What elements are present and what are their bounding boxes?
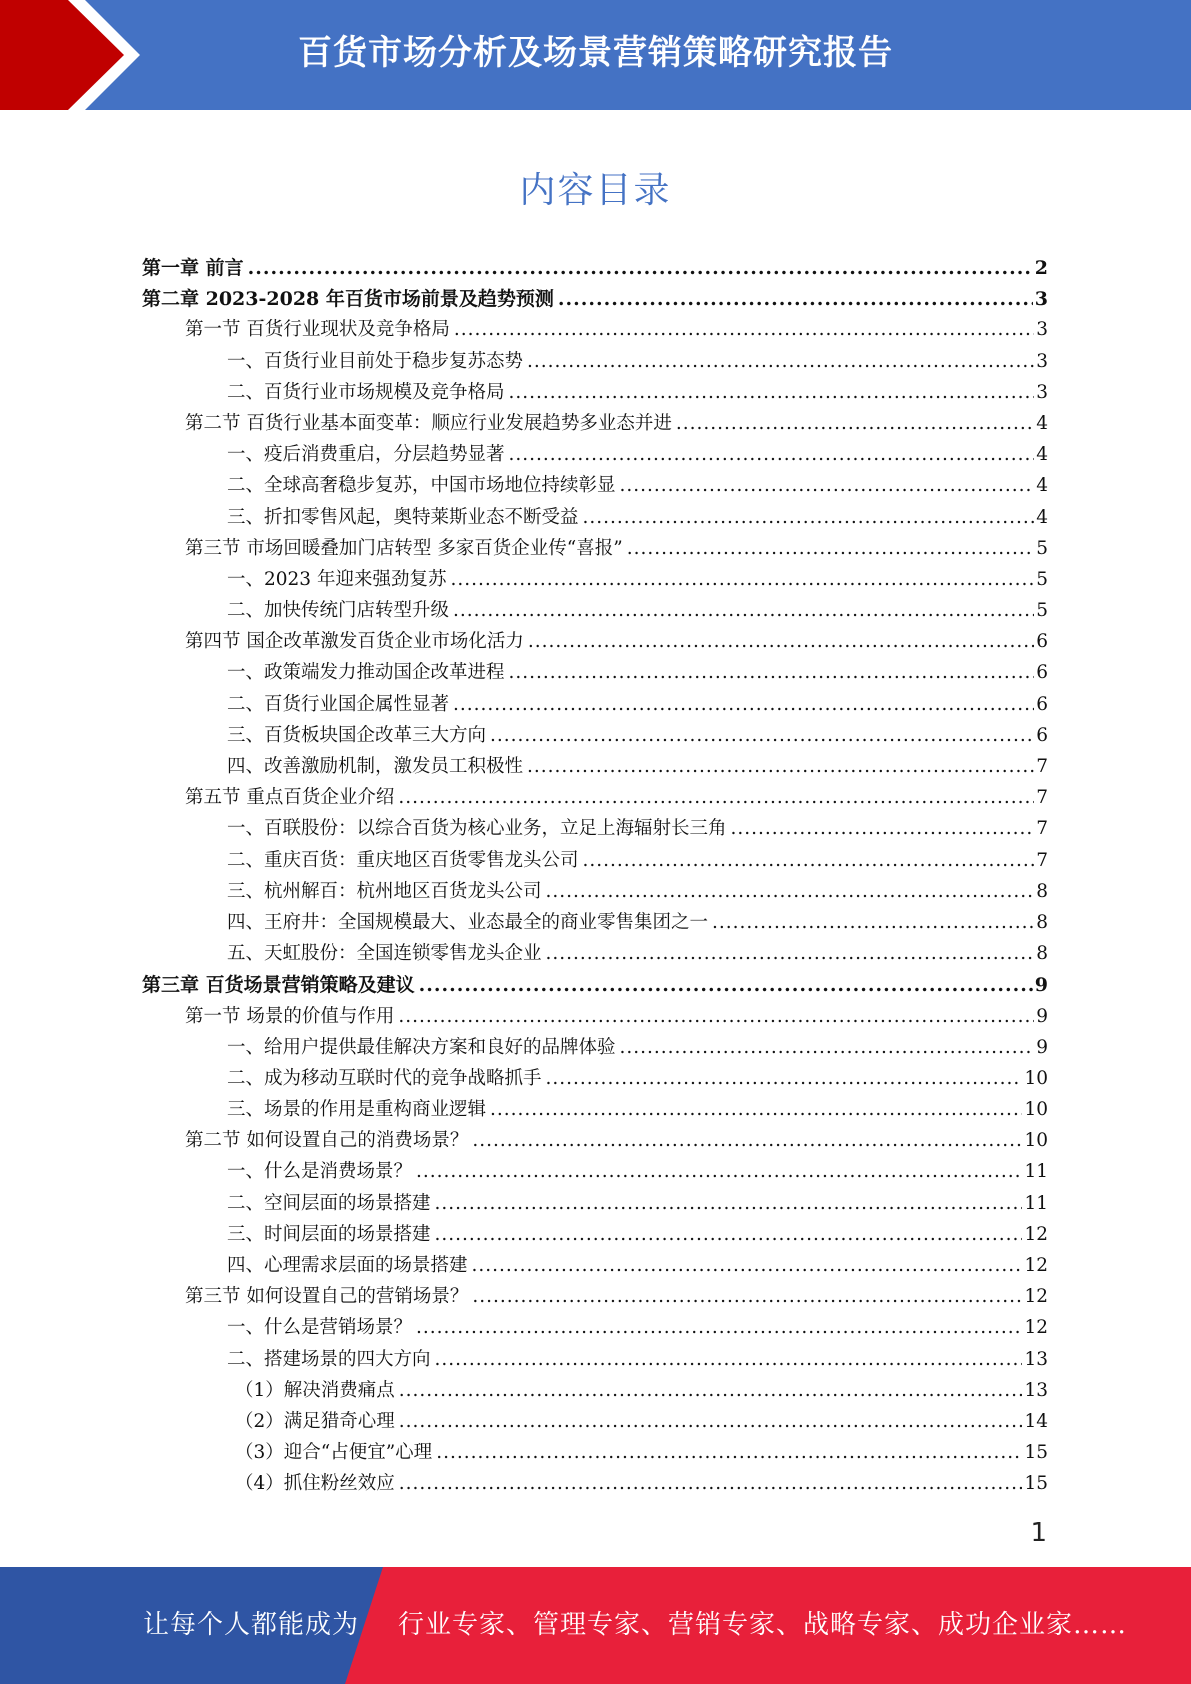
toc-entry-title: 第二章 2023-2028 年百货市场前景及趋势预测 [142,288,554,311]
toc-entry-title: 三、百货板块国企改革三大方向 [227,724,487,746]
toc-entry-page: 15 [1024,1473,1048,1495]
toc-entry[interactable] [142,1251,1048,1282]
toc-entry[interactable] [142,1313,1048,1344]
toc-dot-leader [546,1068,1023,1089]
toc-entry[interactable] [142,534,1048,565]
toc-entry-page: 13 [1024,1379,1048,1401]
toc-entry-title: （4）抓住粉丝效应 [235,1473,395,1495]
toc-dot-leader [546,943,1035,964]
toc-entry-page: 3 [1036,350,1048,372]
toc-entry-page: 2 [1034,257,1048,279]
toc-entry-page: 3 [1036,381,1048,403]
toc-entry-title: 一、百联股份：以综合百货为核心业务，立足上海辐射长三角 [227,818,727,840]
toc-entry[interactable] [142,1220,1048,1251]
toc-entry[interactable] [142,347,1048,378]
toc-dot-leader [435,1193,1023,1214]
toc-entry-title: 二、搭建场景的四大方向 [227,1348,431,1370]
toc-entry[interactable] [142,939,1048,970]
toc-entry-page: 7 [1036,818,1048,840]
toc-dot-leader [450,569,1034,590]
toc-heading: 内容目录 [519,170,672,211]
toc-entry[interactable] [142,1033,1048,1064]
toc-dot-leader [435,1349,1023,1370]
footer-slogan-right: 行业专家、管理专家、营销专家、战略专家、成功企业家…… [398,1610,1128,1640]
toc-dot-leader [399,1380,1023,1401]
toc-entry-page: 4 [1036,475,1048,497]
toc-entry[interactable] [142,471,1048,502]
toc-entry-title: 一、什么是营销场景？ [227,1317,413,1339]
toc-dot-leader [490,1099,1022,1120]
toc-entry-page: 5 [1036,537,1048,559]
toc-entry-page: 8 [1036,911,1048,933]
report-header [0,0,1191,110]
toc-entry-page: 10 [1024,1130,1048,1152]
toc-entry-title: 二、空间层面的场景搭建 [227,1192,431,1214]
toc-dot-leader [627,538,1035,559]
toc-entry[interactable] [142,877,1048,908]
toc-entry-page: 12 [1024,1317,1048,1339]
toc-entry-title: 一、什么是消费场景？ [227,1161,413,1183]
toc-entry[interactable] [142,846,1048,877]
toc-entry[interactable] [142,1095,1048,1126]
toc-entry[interactable] [142,565,1048,596]
toc-entry[interactable] [142,1282,1048,1313]
toc-dot-leader [509,662,1035,683]
toc-entry[interactable] [142,908,1048,939]
toc-entry[interactable] [142,503,1048,534]
toc-entry-page: 4 [1036,412,1048,434]
toc-entry-title: 二、成为移动互联时代的竞争战略抓手 [227,1067,542,1089]
toc-entry[interactable] [142,1438,1048,1469]
footer-slogan-left: 让每个人都能成为 [143,1610,360,1640]
toc-entry-title: 一、政策端发力推动国企改革进程 [227,662,505,684]
toc-entry-page: 9 [1036,1036,1048,1058]
toc-entry-page: 6 [1036,631,1048,653]
toc-entry-title: 一、百货行业目前处于稳步复苏态势 [227,350,524,372]
toc-dot-leader [419,974,1033,996]
toc-entry-page: 8 [1036,880,1048,902]
toc-entry-title: 第一章 前言 [142,257,244,279]
toc-entry-title: 四、王府井：全国规模最大、业态最全的商业零售集团之一 [227,911,709,933]
toc-entry[interactable] [142,783,1048,814]
page-number: 1 [1030,1518,1047,1548]
toc-entry-title: 第三节 市场回暖叠加门店转型 多家百货企业传“喜报” [185,537,623,559]
toc-dot-leader [398,1006,1034,1027]
toc-entry-title: （2）满足猎奇心理 [235,1410,395,1432]
toc-entry-page: 6 [1036,662,1048,684]
toc-entry[interactable] [142,690,1048,721]
footer-banner [0,1567,1191,1684]
toc-dot-leader [435,1224,1023,1245]
toc-entry[interactable] [142,409,1048,440]
toc-entry[interactable] [142,378,1048,409]
toc-entry-title: 三、杭州解百：杭州地区百货龙头公司 [227,880,542,902]
toc-entry-title: 三、时间层面的场景搭建 [227,1223,431,1245]
toc-entry[interactable] [142,1376,1048,1407]
toc-entry[interactable] [142,814,1048,845]
toc-dot-leader [620,1037,1035,1058]
toc-entry[interactable] [142,1002,1048,1033]
toc-entry[interactable] [142,1189,1048,1220]
toc-entry-page: 7 [1036,849,1048,871]
toc-dot-leader [528,631,1034,652]
toc-entry[interactable] [142,1407,1048,1438]
toc-entry-title: 一、疫后消费重启，分层趋势显著 [227,444,505,466]
toc-entry[interactable] [142,658,1048,689]
toc-entry-title: 第三节 如何设置自己的营销场景？ [185,1286,469,1308]
toc-entry-title: 一、2023 年迎来强劲复苏 [227,568,447,590]
toc-entry-page: 4 [1036,506,1048,528]
toc-entry-title: 四、心理需求层面的场景搭建 [227,1255,468,1276]
toc-entry-title: 二、重庆百货：重庆地区百货零售龙头公司 [227,849,579,871]
toc-entry-page: 7 [1036,787,1048,809]
toc-entry-page: 14 [1024,1410,1048,1432]
table-of-contents [142,253,1048,1501]
toc-entry-page: 12 [1024,1286,1048,1308]
toc-entry-title: 第二节 百货行业基本面变革：顺应行业发展趋势多业态并进 [185,412,672,434]
toc-entry-page: 8 [1036,943,1048,965]
toc-entry-page: 6 [1036,724,1048,746]
toc-dot-leader [712,912,1034,933]
toc-entry-title: 五、天虹股份：全国连锁零售龙头企业 [227,943,542,965]
toc-dot-leader [620,475,1035,496]
toc-entry-page: 12 [1024,1223,1048,1245]
toc-entry-title: 二、加快传统门店转型升级 [227,600,450,622]
toc-entry-page: 5 [1036,568,1048,590]
toc-dot-leader [558,288,1033,310]
toc-entry[interactable] [142,1157,1048,1188]
toc-entry-title: 第二节 如何设置自己的消费场景？ [185,1130,469,1152]
toc-entry-page: 15 [1024,1442,1048,1464]
toc-entry-page: 4 [1036,444,1048,466]
toc-entry[interactable] [142,596,1048,627]
toc-dot-leader [527,756,1034,777]
toc-dot-leader [399,1411,1023,1432]
toc-entry-title: （3）迎合“占便宜”心理 [235,1442,433,1464]
toc-entry[interactable] [142,1345,1048,1376]
toc-entry-page: 3 [1036,319,1048,341]
toc-entry[interactable] [142,1064,1048,1095]
toc-entry-title: 第四节 国企改革激发百货企业市场化活力 [185,631,524,653]
toc-entry-page: 11 [1024,1161,1048,1183]
toc-entry-page: 5 [1036,600,1048,622]
toc-dot-leader [509,382,1035,403]
toc-dot-leader [453,600,1034,621]
toc-entry-title: 第三章 百货场景营销策略及建议 [142,974,415,997]
toc-entry[interactable] [142,721,1048,752]
toc-dot-leader [416,1161,1022,1182]
toc-entry-title: 第五节 重点百货企业介绍 [185,787,395,809]
toc-dot-leader [583,850,1035,871]
toc-dot-leader [416,1317,1022,1338]
toc-entry-title: 一、给用户提供最佳解决方案和良好的品牌体验 [227,1036,616,1058]
toc-entry-page: 11 [1024,1192,1048,1214]
toc-entry-page: 7 [1036,756,1048,777]
toc-entry-page: 3 [1034,288,1048,311]
toc-dot-leader [676,413,1034,434]
report-title: 百货市场分析及场景营销策略研究报告 [298,33,893,73]
toc-dot-leader [454,319,1034,340]
toc-dot-leader [546,881,1035,902]
toc-entry[interactable] [142,253,1048,284]
toc-dot-leader [490,725,1034,746]
toc-entry-title: 二、百货行业国企属性显著 [227,693,450,715]
toc-entry-title: 二、全球高奢稳步复苏，中国市场地位持续彰显 [227,475,616,497]
toc-entry-page: 6 [1036,693,1048,715]
toc-dot-leader [398,787,1034,808]
toc-dot-leader [472,1255,1023,1276]
toc-entry-title: 四、改善激励机制，激发员工积极性 [227,756,524,777]
toc-entry-page: 10 [1024,1099,1048,1121]
toc-entry[interactable] [142,284,1048,315]
toc-dot-leader [583,507,1035,528]
toc-dot-leader [472,1286,1022,1307]
toc-entry-title: 第一节 场景的价值与作用 [185,1005,395,1027]
toc-dot-leader [731,818,1035,839]
toc-entry-page: 9 [1034,974,1048,997]
toc-dot-leader [472,1130,1022,1151]
toc-dot-leader [248,257,1033,279]
toc-entry-page: 13 [1024,1348,1048,1370]
toc-entry-title: 第一节 百货行业现状及竞争格局 [185,319,450,341]
toc-entry[interactable] [142,627,1048,658]
toc-entry[interactable] [142,315,1048,346]
toc-entry[interactable] [142,440,1048,471]
toc-dot-leader [509,444,1035,465]
toc-dot-leader [436,1442,1022,1463]
toc-entry[interactable] [142,970,1048,1001]
toc-entry-title: 三、折扣零售风起，奥特莱斯业态不断受益 [227,506,579,528]
toc-dot-leader [453,694,1034,715]
toc-entry-title: 二、百货行业市场规模及竞争格局 [227,381,505,403]
toc-entry[interactable] [142,1469,1048,1500]
toc-dot-leader [527,351,1034,372]
toc-entry-page: 9 [1036,1005,1048,1027]
toc-dot-leader [399,1473,1023,1494]
toc-entry-title: （1）解决消费痛点 [235,1379,395,1401]
toc-entry-page: 12 [1024,1255,1048,1276]
toc-entry-page: 10 [1024,1067,1048,1089]
toc-entry[interactable] [142,752,1048,783]
toc-entry[interactable] [142,1126,1048,1157]
toc-entry-title: 三、场景的作用是重构商业逻辑 [227,1099,487,1121]
